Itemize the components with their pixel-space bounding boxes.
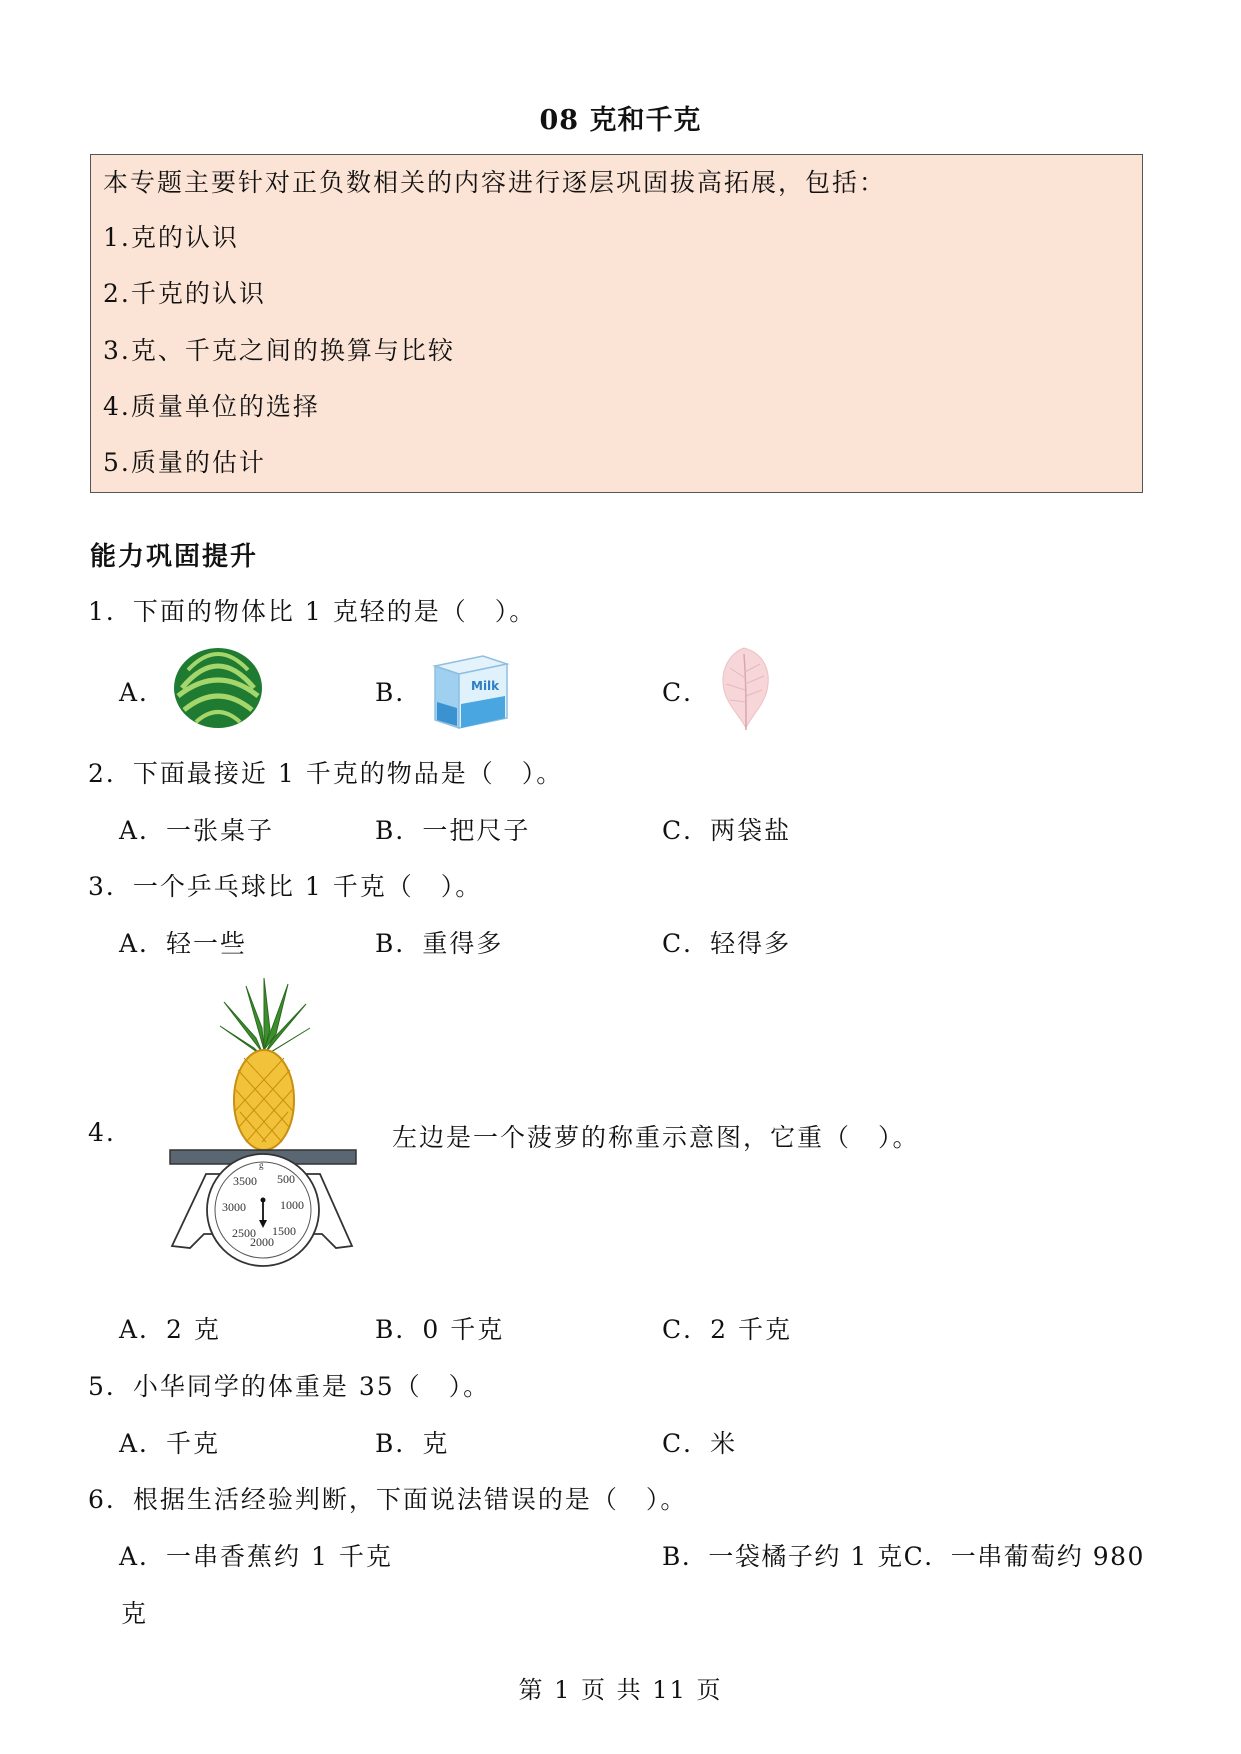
option-3b: B．重得多	[375, 929, 504, 958]
intro-box	[90, 154, 1143, 493]
option-4b: B．0 千克	[375, 1315, 505, 1344]
page-footer: 第 1 页 共 11 页	[518, 1676, 723, 1704]
page-title: 08 克和千克	[539, 105, 702, 136]
scale-unit: g	[259, 1160, 264, 1170]
scale-tick-label: 2000	[250, 1235, 274, 1249]
intro-item: 3.克、千克之间的换算与比较	[103, 336, 455, 365]
scale-tick-label: 1500	[272, 1224, 296, 1238]
question-4-number: 4.	[88, 1118, 116, 1147]
intro-item: 5.质量的估计	[103, 448, 266, 477]
scale-tick-label: 3500	[233, 1174, 257, 1188]
option-6a: A．一串香蕉约 1 千克	[119, 1542, 393, 1571]
intro-heading: 本专题主要针对正负数相关的内容进行逐层巩固拔高拓展，包括：	[103, 168, 887, 197]
option-2a: A．一张桌子	[119, 816, 275, 845]
pineapple-scale-image	[166, 978, 362, 1278]
watermelon-image	[170, 644, 266, 732]
option-1c-label: C．	[662, 678, 711, 707]
option-2b: B．一把尺子	[375, 816, 531, 845]
option-6c-continuation: 克	[121, 1599, 149, 1628]
scale-tick-label: 3000	[222, 1200, 246, 1214]
option-5c: C．米	[662, 1429, 738, 1458]
intro-item: 2.千克的认识	[103, 279, 266, 308]
option-1b-label: B．	[375, 678, 423, 707]
question-4: 左边是一个菠萝的称重示意图，它重（ ）。	[392, 1123, 920, 1152]
question-6: 6．根据生活经验判断，下面说法错误的是（ ）。	[88, 1485, 688, 1514]
question-3: 3．一个乒乓球比 1 千克（ ）。	[88, 872, 483, 901]
intro-item: 4.质量单位的选择	[103, 392, 320, 421]
milk-carton-text: Milk	[471, 679, 500, 693]
option-4a: A．2 克	[119, 1315, 221, 1344]
milk-carton-image	[425, 644, 517, 730]
scale-tick-label: 500	[277, 1172, 295, 1186]
option-5a: A．千克	[119, 1429, 221, 1458]
intro-item: 1.克的认识	[103, 223, 239, 252]
option-3c: C．轻得多	[662, 929, 792, 958]
option-4c: C．2 千克	[662, 1315, 792, 1344]
question-1: 1．下面的物体比 1 克轻的是（ ）。	[88, 597, 537, 626]
option-5b: B．克	[375, 1429, 450, 1458]
option-3a: A．轻一些	[119, 929, 248, 958]
option-1a-label: A．	[119, 678, 167, 707]
scale-tick-label: 2500	[232, 1226, 256, 1240]
option-2c: C．两袋盐	[662, 816, 792, 845]
question-2: 2．下面最接近 1 千克的物品是（ ）。	[88, 759, 564, 788]
scale-tick-label: 1000	[280, 1198, 304, 1212]
section-title: 能力巩固提升	[90, 542, 259, 572]
feather-image	[712, 644, 780, 732]
option-6b: B．一袋橘子约 1 克C．一串葡萄约 980	[662, 1542, 1145, 1571]
question-5: 5．小华同学的体重是 35（ ）。	[88, 1372, 491, 1401]
